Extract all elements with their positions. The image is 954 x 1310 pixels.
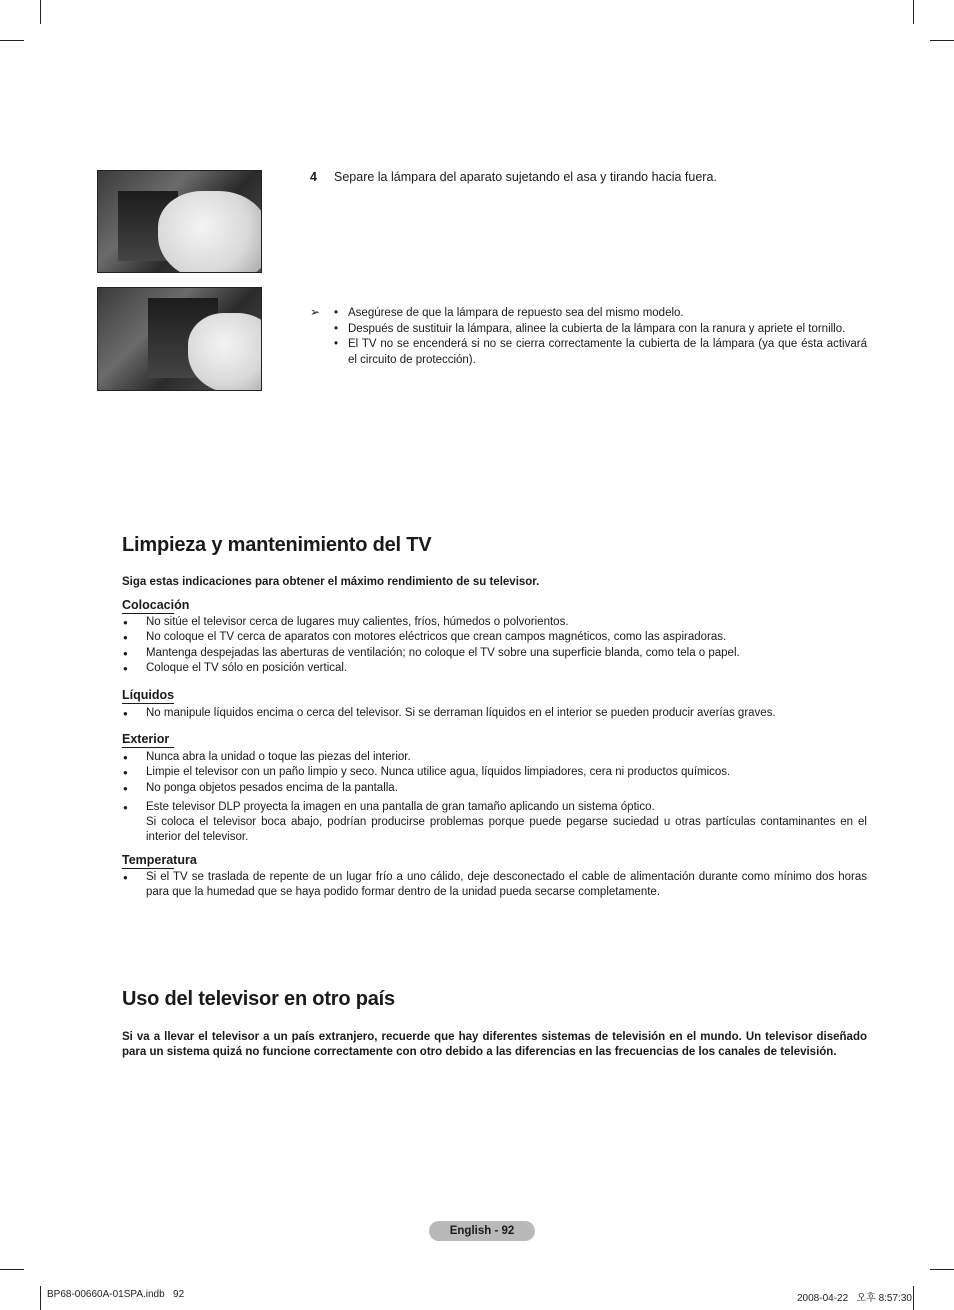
page-number-badge: English - 92 bbox=[429, 1221, 535, 1241]
crop-mark bbox=[913, 1286, 914, 1310]
section-title-abroad: Uso del televisor en otro país bbox=[122, 988, 395, 1010]
step-text: Separe la lámpara del aparato sujetando el asa y tirando hacia fuera. bbox=[334, 170, 717, 184]
arrow-note-icon: ➢ bbox=[310, 305, 321, 319]
list-item: ● No manipule líquidos encima o cerca del televisor. Si se derraman líquidos en el interior se pueden producir averías graves. bbox=[122, 706, 867, 721]
crop-mark bbox=[0, 40, 24, 41]
footer-file: BP68-00660A-01SPA.indb 92 bbox=[47, 1289, 185, 1300]
notes-list bbox=[310, 306, 867, 368]
cleaning-lead: Siga estas indicaciones para obtener el máximo rendimiento de su televisor. bbox=[122, 576, 540, 588]
crop-mark bbox=[930, 1269, 954, 1270]
list-item: ● Limpie el televisor con un paño limpio y seco. Nunca utilice agua, líquidos limpiadores, cera ni productos químicos. bbox=[122, 765, 867, 780]
list-item: ● Coloque el TV sólo en posición vertical. bbox=[122, 661, 867, 676]
crop-mark bbox=[0, 1269, 24, 1270]
colocacion-list bbox=[122, 615, 867, 676]
list-item: • Asegúrese de que la lámpara de repuesto sea del mismo modelo. bbox=[348, 306, 867, 322]
notes-block bbox=[310, 306, 867, 368]
list-item: • El TV no se encenderá si no se cierra correctamente la cubierta de la lámpara (ya que ésta activará el circuito de protección). bbox=[348, 337, 867, 368]
crop-mark bbox=[40, 0, 41, 24]
footer-timestamp: 2008-04-22 오후 8:57:30 bbox=[797, 1293, 912, 1304]
step-number: 4 bbox=[310, 170, 317, 184]
dlp-line-1: Este televisor DLP proyecta la imagen en una pantalla de gran tamaño aplicando un sistema óptico. bbox=[146, 800, 655, 813]
abroad-lead: Si va a llevar el televisor a un país extranjero, recuerde que hay diferentes sistemas de televisión en el mundo. Un televisor diseñado para un sistema quizá no funcione correctamente con otro debido a las diferencias en las frecuencias de los canales de televisión. bbox=[122, 1031, 867, 1058]
list-item: ● No sitúe el televisor cerca de lugares muy calientes, fríos, húmedos o polvorientos. bbox=[122, 615, 867, 630]
list-item: ● Mantenga despejadas las aberturas de ventilación; no coloque el TV sobre una superficie blanda, como tela o papel. bbox=[122, 646, 867, 661]
temperatura-list bbox=[122, 870, 867, 901]
section-title-cleaning: Limpieza y mantenimiento del TV bbox=[122, 534, 432, 556]
lamp-removal-photo bbox=[97, 170, 262, 273]
dlp-line-2: Si coloca el televisor boca abajo, podrían producirse problemas porque puede pegarse suciedad u otras partículas contaminantes en el interior del televisor. bbox=[146, 816, 867, 844]
exterior-list bbox=[122, 750, 867, 846]
list-item: ● Si el TV se traslada de repente de un lugar frío a uno cálido, deje desconectado el cable de alimentación durante como mínimo dos horas para que la humedad que se haya podido formar dentro de la unidad pueda secarse completamente. bbox=[122, 870, 867, 901]
subheading-colocacion: Colocación bbox=[122, 598, 190, 612]
step-4 bbox=[310, 170, 717, 184]
subheading-temperatura: Temperatura bbox=[122, 853, 197, 867]
list-item: • Después de sustituir la lámpara, alinee la cubierta de la lámpara con la ranura y apriete el tornillo. bbox=[348, 322, 867, 338]
list-item: ● No ponga objetos pesados encima de la pantalla. bbox=[122, 781, 867, 796]
list-item: ● No coloque el TV cerca de aparatos con motores eléctricos que crean campos magnéticos, como las aspiradoras. bbox=[122, 630, 867, 645]
liquidos-list bbox=[122, 706, 867, 721]
list-item: ● Nunca abra la unidad o toque las piezas del interior. bbox=[122, 750, 867, 765]
list-item bbox=[122, 800, 867, 846]
lamp-cover-photo bbox=[97, 287, 262, 391]
subheading-exterior: Exterior bbox=[122, 732, 174, 748]
crop-mark bbox=[930, 40, 954, 41]
subheading-liquidos: Líquidos bbox=[122, 688, 175, 702]
crop-mark bbox=[40, 1286, 41, 1310]
crop-mark bbox=[913, 0, 914, 24]
